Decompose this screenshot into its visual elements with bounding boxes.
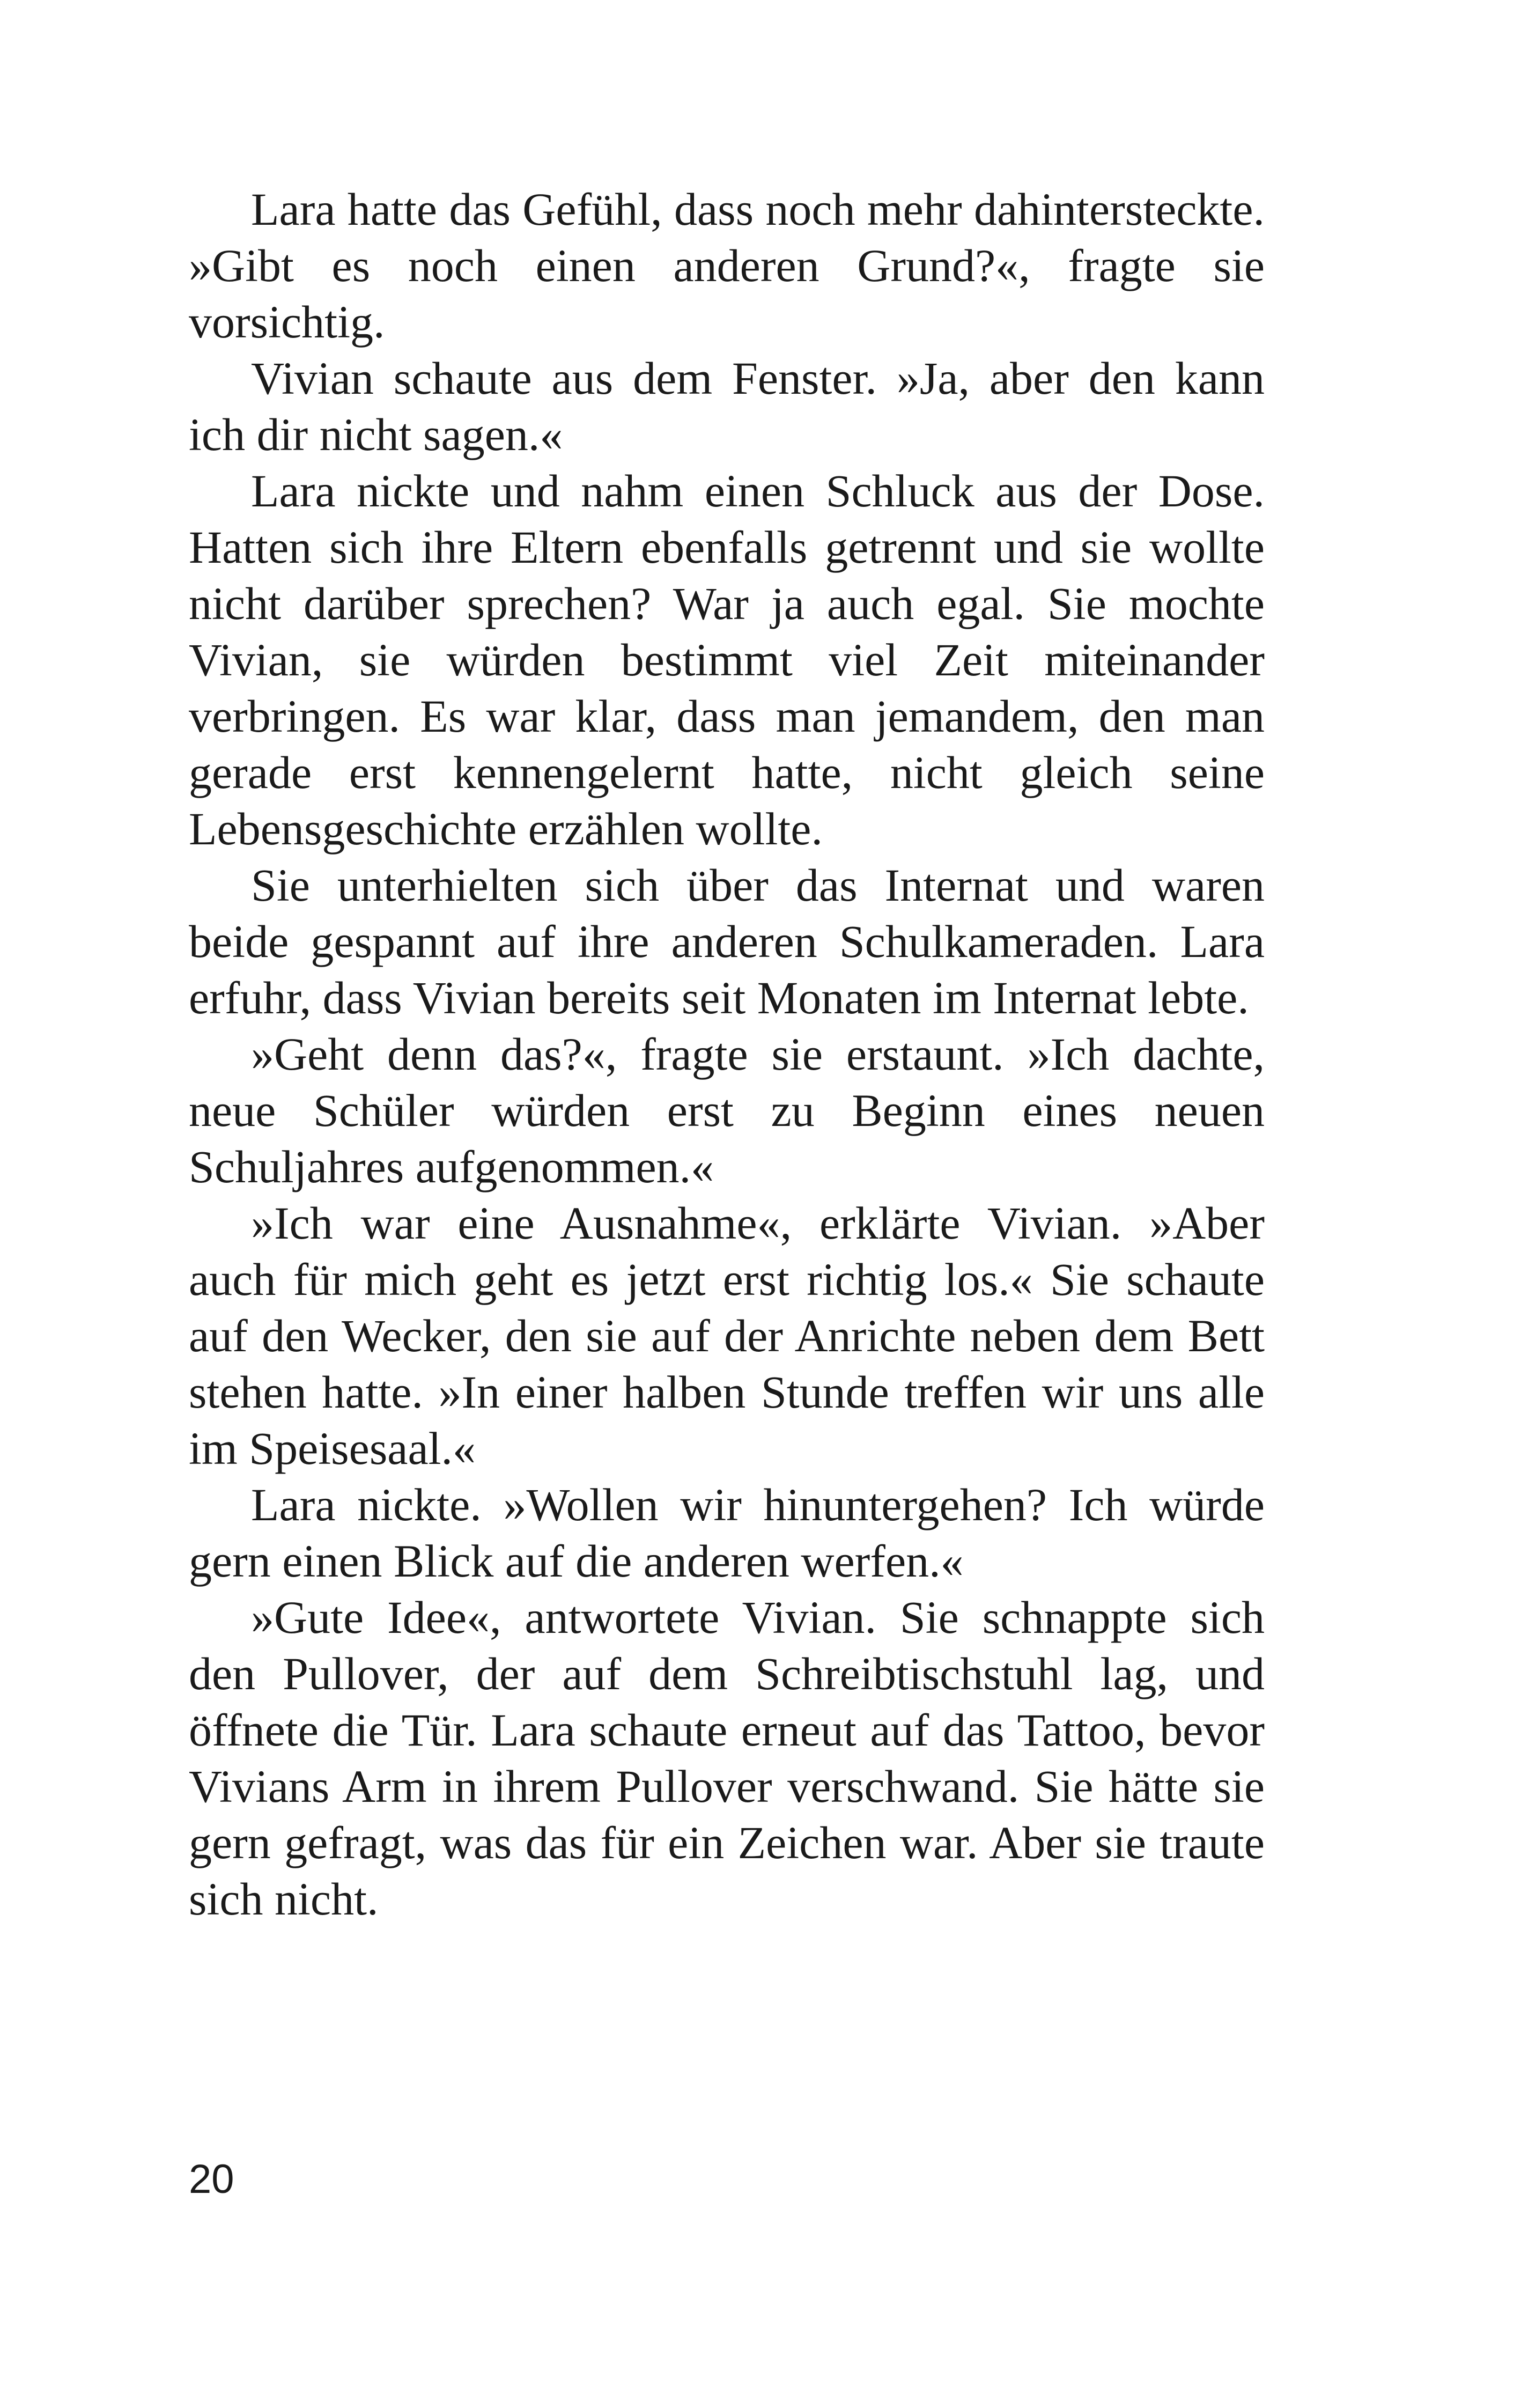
- paragraph: »Ich war eine Ausnahme«, erklärte Vivian. »Aber auch für mich geht es jetzt erst richtig los.« Sie schaute auf den Wecker, den sie auf der Anrichte neben dem Bett stehen hatte. »In einer halben Stunde treffen wir uns alle im Speisesaal.«: [189, 1197, 1265, 1474]
- paragraph: Lara hatte das Gefühl, dass noch mehr dahintersteckte. »Gibt es noch einen anderen Grund?«, fragte sie vorsichtig.: [189, 183, 1265, 348]
- page-number: 20: [189, 2156, 234, 2202]
- paragraph: Lara nickte. »Wollen wir hinuntergehen? Ich würde gern einen Blick auf die anderen werfen.«: [189, 1479, 1265, 1587]
- paragraph: Vivian schaute aus dem Fenster. »Ja, aber den kann ich dir nicht sagen.«: [189, 352, 1265, 460]
- paragraph: »Geht denn das?«, fragte sie erstaunt. »Ich dachte, neue Schüler würden erst zu Beginn eines neuen Schuljahres aufgenommen.«: [189, 1028, 1265, 1192]
- paragraph: Lara nickte und nahm einen Schluck aus der Dose. Hatten sich ihre Eltern ebenfalls getrennt und sie wollte nicht darüber sprechen? War ja auch egal. Sie mochte Vivian, sie würden bestimmt viel Zeit miteinander verbringen. Es war klar, dass man jemandem, den man gerade erst kennengelernt hatte, nicht gleich seine Lebensgeschichte erzählen wollte.: [189, 465, 1265, 855]
- paragraph: »Gute Idee«, antwortete Vivian. Sie schnappte sich den Pullover, der auf dem Schreibtischstuhl lag, und öffnete die Tür. Lara schaute erneut auf das Tattoo, bevor Vivians Arm in ihrem Pullover verschwand. Sie hätte sie gern gefragt, was das für ein Zeichen war. Aber sie traute sich nicht.: [189, 1592, 1265, 1925]
- body-text: [189, 181, 1265, 1927]
- paragraph: Sie unterhielten sich über das Internat und waren beide gespannt auf ihre anderen Schulkameraden. Lara erfuhr, dass Vivian bereits seit Monaten im Internat lebte.: [189, 859, 1265, 1023]
